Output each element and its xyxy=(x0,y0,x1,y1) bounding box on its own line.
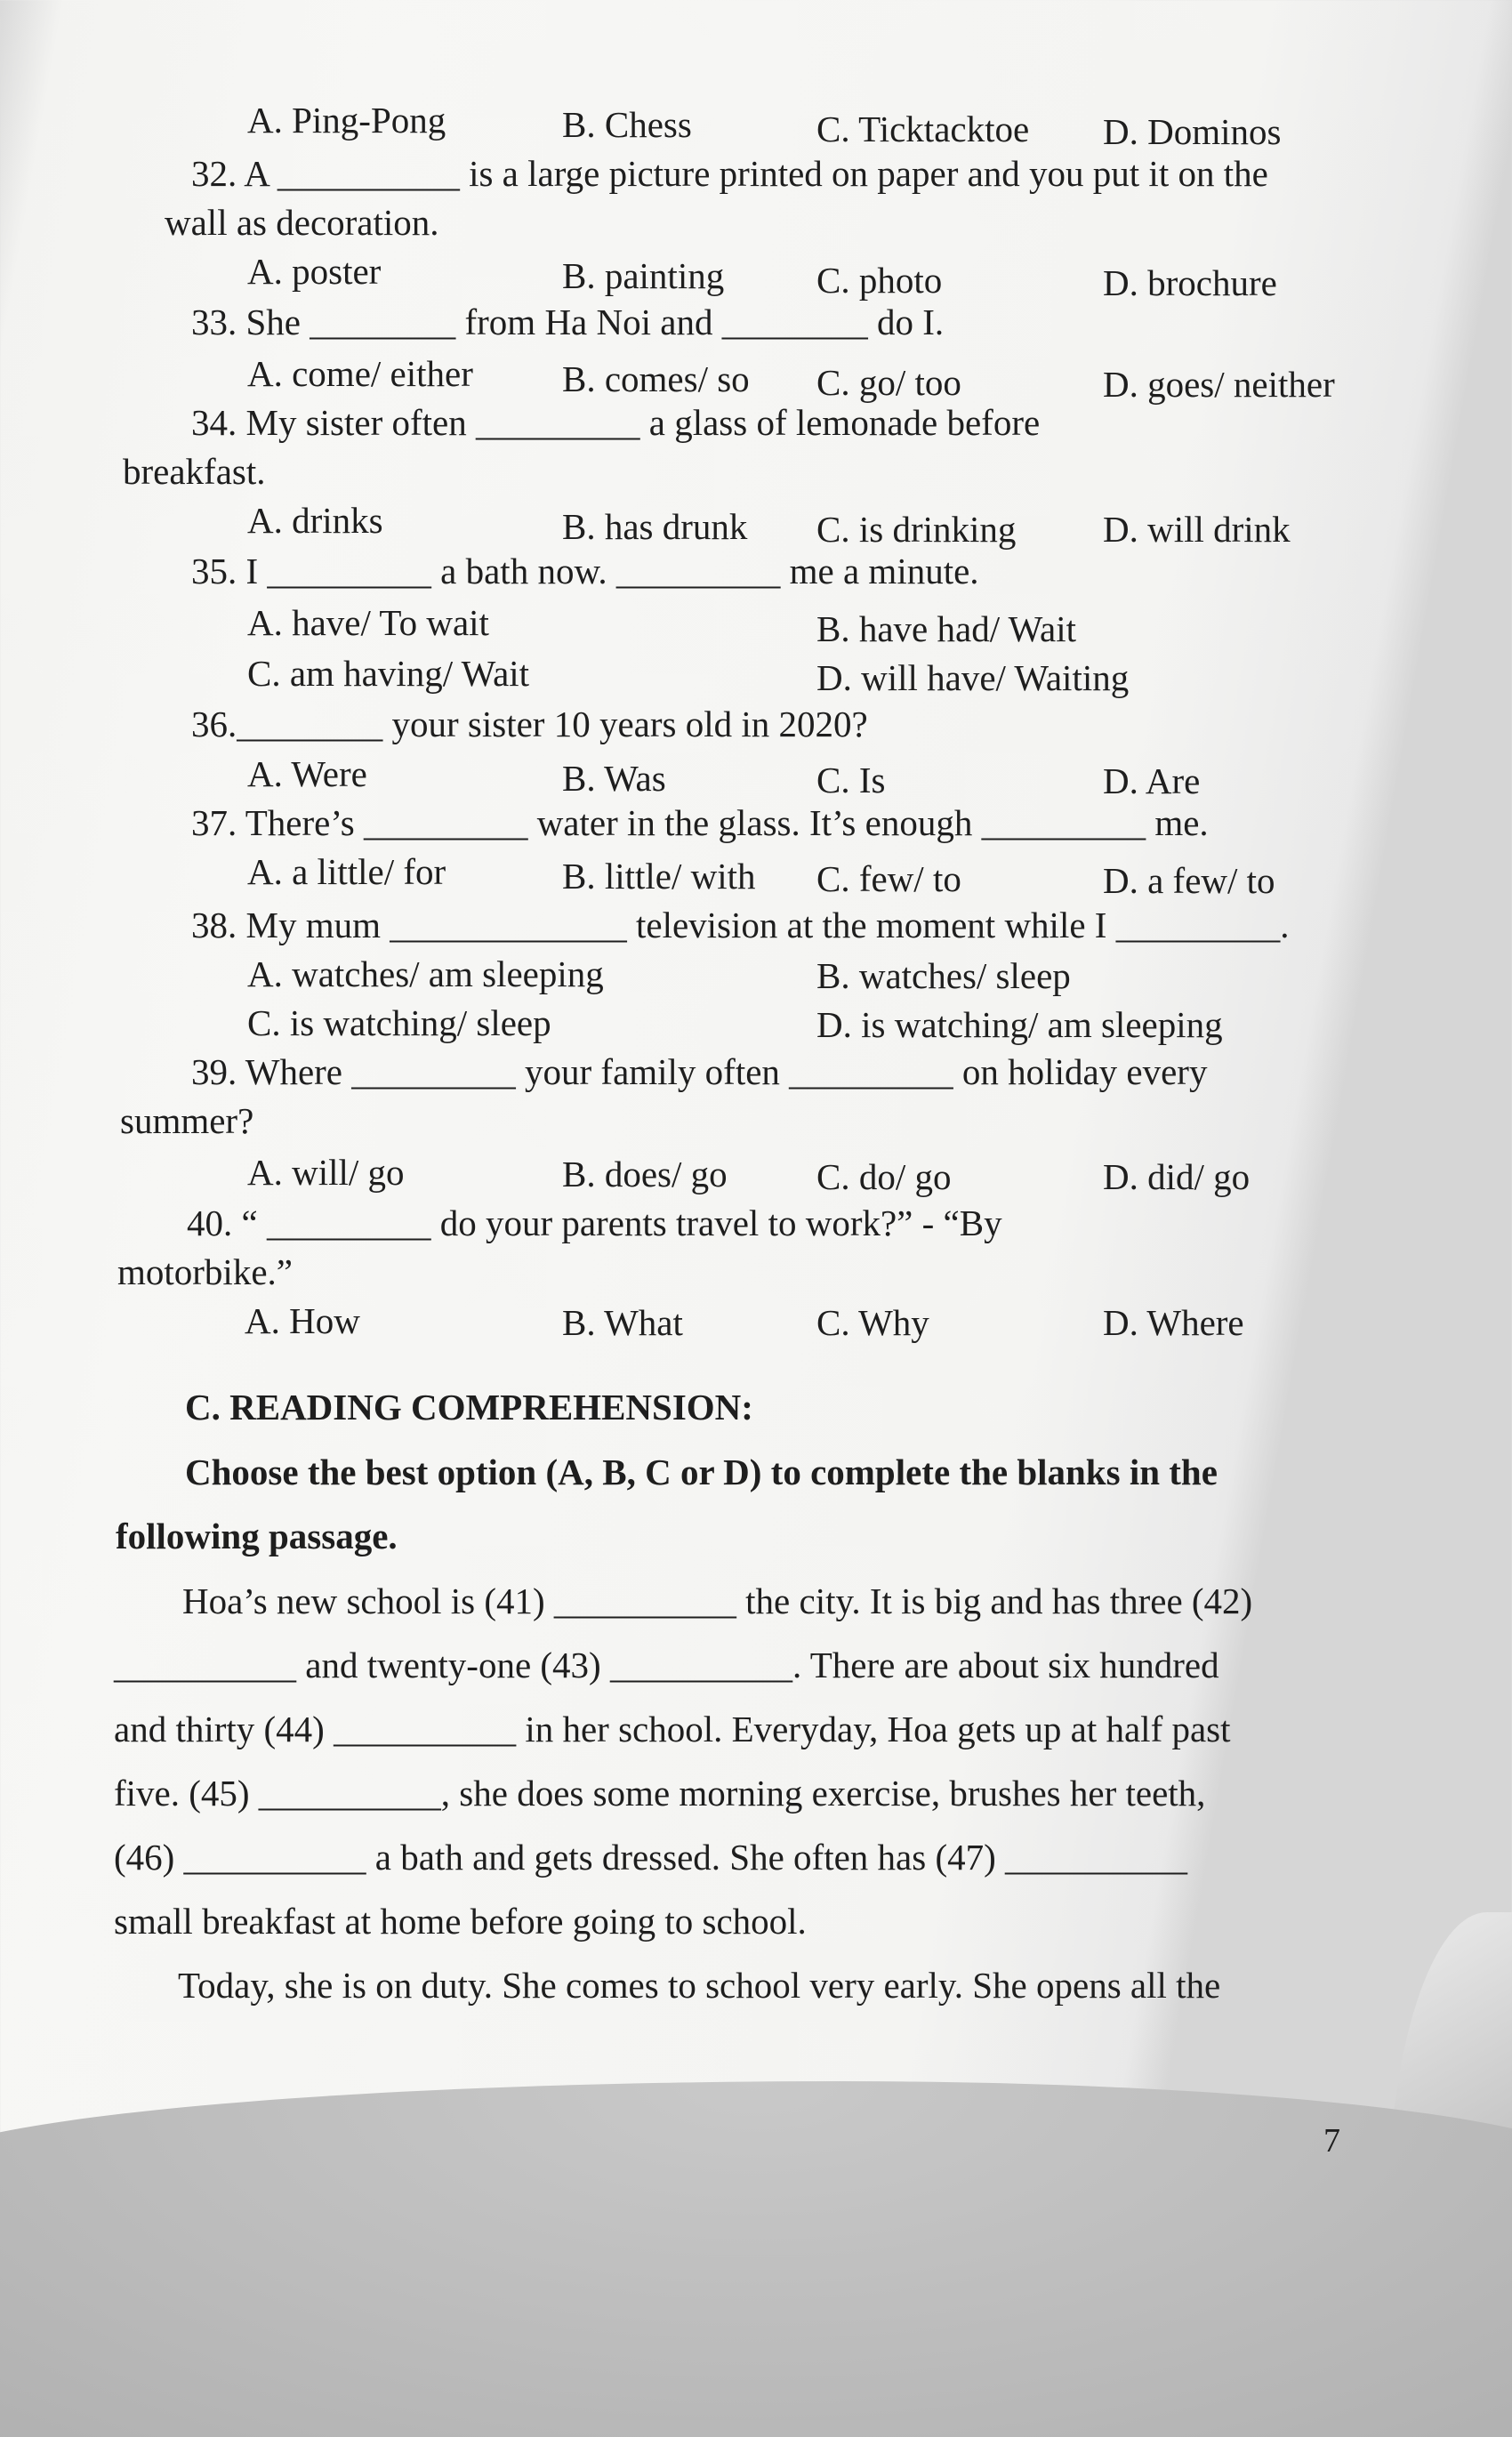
text-line-l30: C. Is xyxy=(816,760,886,800)
text-line-l24: B. have had/ Wait xyxy=(816,608,1076,649)
text-line-l38: A. watches/ am sleeping xyxy=(247,953,604,994)
text-line-l63: Today, she is on duty. She comes to school very early. She opens all the xyxy=(178,1965,1221,2006)
text-line-l49: motorbike.” xyxy=(117,1251,293,1292)
text-line-l36: D. a few/ to xyxy=(1103,860,1275,901)
text-line-l43: summer? xyxy=(120,1100,254,1141)
text-line-l46: C. do/ go xyxy=(816,1156,952,1197)
text-line-l17: breakfast. xyxy=(123,451,266,492)
text-line-l14: C. go/ too xyxy=(816,362,961,403)
text-line-l42: 39. Where _________ your family often _________ on holiday every xyxy=(191,1051,1208,1092)
text-line-l3: C. Ticktacktoe xyxy=(816,109,1030,149)
text-line-l2: B. Chess xyxy=(562,104,692,145)
text-line-l5: 32. A __________ is a large picture printed on paper and you put it on the xyxy=(191,153,1268,194)
text-line-l11: 33. She ________ from Ha Noi and ________ do I. xyxy=(191,302,945,342)
text-line-l22: 35. I _________ a bath now. _________ me a minute. xyxy=(191,551,979,591)
text-line-l32: 37. There’s _________ water in the glass. It’s enough _________ me. xyxy=(191,802,1209,843)
text-line-l27: 36.________ your sister 10 years old in 2020? xyxy=(191,704,868,744)
text-line-l37: 38. My mum _____________ television at the moment while I _________. xyxy=(191,905,1290,945)
text-line-l19: B. has drunk xyxy=(562,506,748,547)
text-line-l61: (46) __________ a bath and gets dressed. She often has (47) __________ xyxy=(114,1837,1187,1878)
text-line-l52: C. Why xyxy=(816,1302,929,1343)
text-line-l45: B. does/ go xyxy=(562,1154,728,1194)
text-line-l10: D. brochure xyxy=(1103,262,1277,303)
text-line-l20: C. is drinking xyxy=(816,509,1017,550)
page-bottom-shadow xyxy=(0,2081,1512,2437)
text-line-l6: wall as decoration. xyxy=(165,202,439,243)
text-line-l50: A. How xyxy=(245,1300,360,1341)
page-number: 7 xyxy=(1323,2122,1340,2160)
text-line-l55: Choose the best option (A, B, C or D) to complete the blanks in the xyxy=(185,1452,1218,1492)
text-line-l39: B. watches/ sleep xyxy=(816,955,1071,996)
text-line-l1: A. Ping-Pong xyxy=(247,100,446,141)
text-line-l56: following passage. xyxy=(116,1516,398,1556)
text-line-l51: B. What xyxy=(562,1302,683,1343)
text-line-l34: B. little/ with xyxy=(562,856,756,897)
text-line-l54: C. READING COMPREHENSION: xyxy=(185,1387,753,1428)
text-line-l18: A. drinks xyxy=(247,500,383,541)
text-line-l44: A. will/ go xyxy=(247,1152,405,1193)
text-line-l9: C. photo xyxy=(816,260,943,301)
text-line-l7: A. poster xyxy=(247,251,382,292)
text-line-l29: B. Was xyxy=(562,758,666,799)
text-line-l28: A. Were xyxy=(247,753,367,794)
text-line-l33: A. a little/ for xyxy=(247,851,446,892)
text-line-l26: D. will have/ Waiting xyxy=(816,657,1130,698)
text-line-l4: D. Dominos xyxy=(1103,111,1282,152)
text-line-l40: C. is watching/ sleep xyxy=(247,1002,551,1043)
text-line-l16: 34. My sister often _________ a glass of lemonade before xyxy=(191,402,1041,443)
text-line-l8: B. painting xyxy=(562,255,725,296)
text-line-l13: B. comes/ so xyxy=(562,358,750,399)
text-line-l59: and thirty (44) __________ in her school. Everyday, Hoa gets up at half past xyxy=(114,1709,1231,1749)
text-line-l21: D. will drink xyxy=(1103,509,1291,550)
text-line-l23: A. have/ To wait xyxy=(247,602,489,643)
text-line-l25: C. am having/ Wait xyxy=(247,653,530,694)
text-line-l53: D. Where xyxy=(1103,1302,1244,1343)
text-line-l15: D. goes/ neither xyxy=(1103,364,1335,405)
text-line-l35: C. few/ to xyxy=(816,858,961,899)
text-line-l47: D. did/ go xyxy=(1103,1156,1251,1197)
text-line-l48: 40. “ _________ do your parents travel to work?” - “By xyxy=(187,1202,1002,1243)
text-line-l31: D. Are xyxy=(1103,760,1201,801)
text-line-l58: __________ and twenty-one (43) __________. There are about six hundred xyxy=(114,1645,1219,1685)
text-line-l60: five. (45) __________, she does some morning exercise, brushes her teeth, xyxy=(114,1773,1206,1814)
text-line-l57: Hoa’s new school is (41) __________ the city. It is big and has three (42) xyxy=(182,1580,1253,1621)
text-line-l41: D. is watching/ am sleeping xyxy=(816,1004,1223,1045)
text-line-l62: small breakfast at home before going to school. xyxy=(114,1901,807,1942)
text-line-l12: A. come/ either xyxy=(247,353,473,394)
